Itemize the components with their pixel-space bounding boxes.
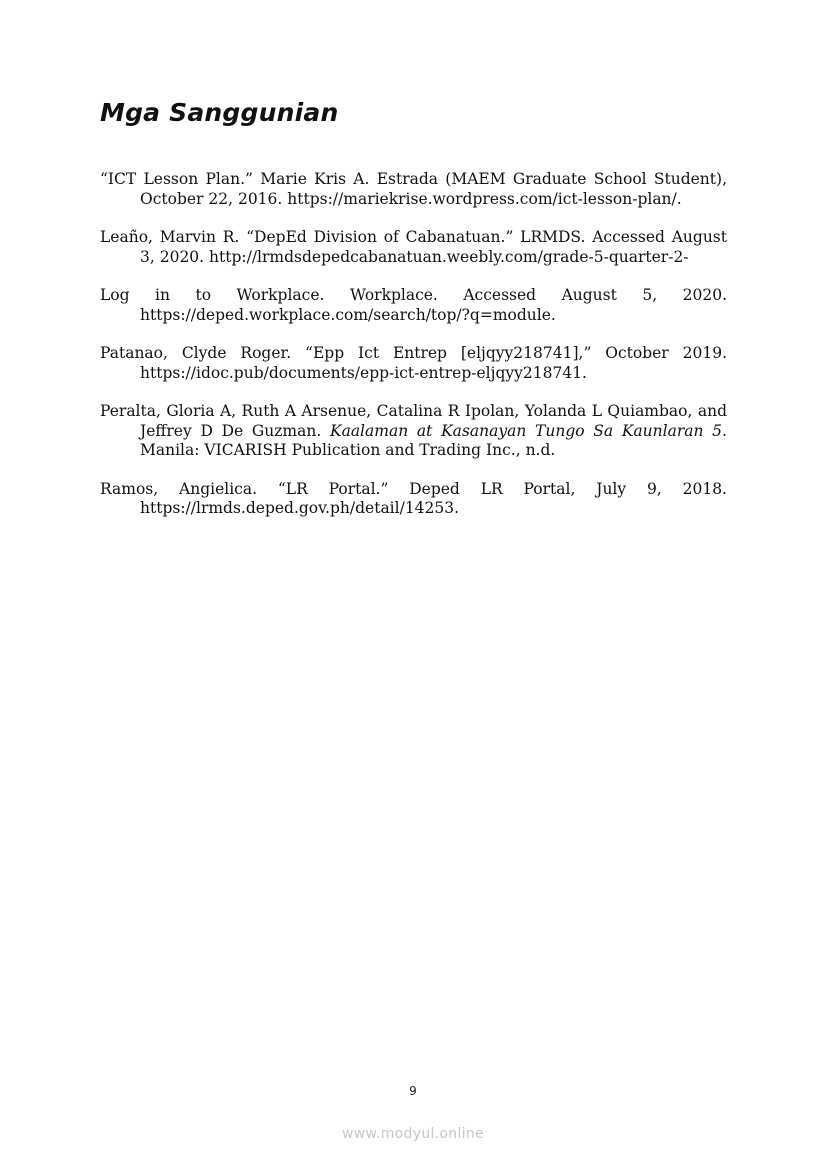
reference-text: Log in to Workplace. Workplace. Accessed August 5, 2020.: [100, 286, 727, 304]
page-title: Mga Sanggunian: [100, 98, 339, 127]
reference-item: [100, 480, 727, 519]
reference-text: Ramos, Angielica. “LR Portal.” Deped LR Portal, July 9, 2018.: [100, 479, 727, 498]
page-number: 9: [409, 1084, 417, 1098]
watermark: www.modyul.online: [342, 1126, 484, 1142]
reference-url: http://lrmdsdepedcabanatuan.weebly.com/grade-5-quarter-2-: [209, 247, 689, 266]
reference-item: [100, 286, 727, 325]
reference-url: https://mariekrise.wordpress.com/ict-lesson-plan/.: [287, 189, 682, 208]
reference-item: [100, 228, 727, 267]
reference-text: . Manila: VICARISH Publication and Trading Inc., n.d.: [140, 421, 727, 459]
reference-text: Patanao, Clyde Roger. “Epp Ict Entrep [eljqyy218741],” October 2019.: [100, 344, 727, 362]
reference-url: https://deped.workplace.com/search/top/?q=module.: [140, 305, 556, 324]
reference-title: Kaalaman at Kasanayan Tungo Sa Kaunlaran 5: [330, 421, 723, 440]
reference-text: Peralta, Gloria A, Ruth A Arsenue, Catalina R Ipolan, Yolanda L Quiambao, and Jeffrey D De Guzman.: [100, 402, 727, 440]
reference-item: [100, 170, 727, 209]
reference-list: [100, 170, 727, 538]
reference-url: https://idoc.pub/documents/epp-ict-entrep-eljqyy218741.: [140, 363, 587, 382]
reference-text: “ICT Lesson Plan.” Marie Kris A. Estrada (MAEM Graduate School Student), October 22, 2016.: [100, 170, 727, 208]
reference-url: https://lrmds.deped.gov.ph/detail/14253.: [140, 499, 460, 517]
reference-item: [100, 344, 727, 383]
reference-text: Leaño, Marvin R. “DepEd Division of Cabanatuan.” LRMDS. Accessed August 3, 2020.: [100, 228, 727, 266]
reference-item: [100, 402, 727, 461]
